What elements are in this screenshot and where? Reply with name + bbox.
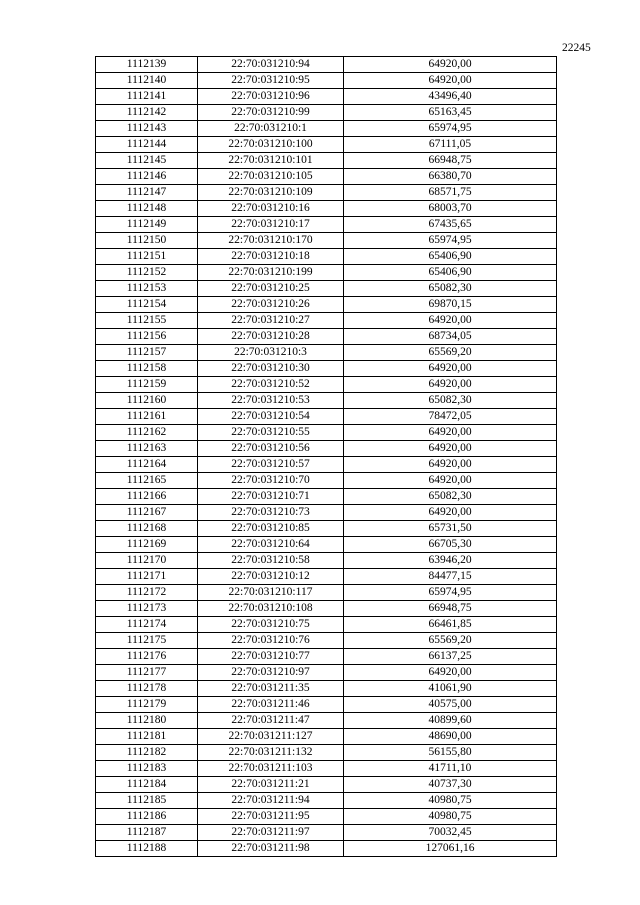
- cadastral-number-cell: 22:70:031211:98: [198, 841, 344, 857]
- value-cell: 78472,05: [344, 409, 557, 425]
- cadastral-number-cell: 22:70:031210:57: [198, 457, 344, 473]
- value-cell: 70032,45: [344, 825, 557, 841]
- row-number-cell: 1112140: [96, 73, 198, 89]
- value-cell: 65406,90: [344, 249, 557, 265]
- cadastral-number-cell: 22:70:031211:35: [198, 681, 344, 697]
- table-row: [96, 297, 557, 313]
- row-number-cell: 1112179: [96, 697, 198, 713]
- value-cell: 64920,00: [344, 57, 557, 73]
- table-row: [96, 249, 557, 265]
- table-row: [96, 281, 557, 297]
- cadastral-number-cell: 22:70:031210:17: [198, 217, 344, 233]
- cadastral-number-cell: 22:70:031211:47: [198, 713, 344, 729]
- cadastral-number-cell: 22:70:031210:100: [198, 137, 344, 153]
- cadastral-number-cell: 22:70:031210:28: [198, 329, 344, 345]
- cadastral-number-cell: 22:70:031210:16: [198, 201, 344, 217]
- cadastral-number-cell: 22:70:031210:96: [198, 89, 344, 105]
- row-number-cell: 1112166: [96, 489, 198, 505]
- table-row: [96, 809, 557, 825]
- cadastral-value-table: [95, 56, 557, 857]
- value-cell: 64920,00: [344, 473, 557, 489]
- table-row: [96, 585, 557, 601]
- table-row: [96, 521, 557, 537]
- row-number-cell: 1112165: [96, 473, 198, 489]
- table-row: [96, 57, 557, 73]
- value-cell: 67435,65: [344, 217, 557, 233]
- value-cell: 43496,40: [344, 89, 557, 105]
- row-number-cell: 1112186: [96, 809, 198, 825]
- table-row: [96, 697, 557, 713]
- value-cell: 65731,50: [344, 521, 557, 537]
- row-number-cell: 1112185: [96, 793, 198, 809]
- table-row: [96, 393, 557, 409]
- table-row: [96, 441, 557, 457]
- row-number-cell: 1112183: [96, 761, 198, 777]
- row-number-cell: 1112157: [96, 345, 198, 361]
- cadastral-number-cell: 22:70:031210:54: [198, 409, 344, 425]
- table-row: [96, 601, 557, 617]
- value-cell: 66705,30: [344, 537, 557, 553]
- value-cell: 65082,30: [344, 281, 557, 297]
- row-number-cell: 1112155: [96, 313, 198, 329]
- cadastral-number-cell: 22:70:031211:103: [198, 761, 344, 777]
- row-number-cell: 1112144: [96, 137, 198, 153]
- row-number-cell: 1112188: [96, 841, 198, 857]
- table-row: [96, 777, 557, 793]
- row-number-cell: 1112158: [96, 361, 198, 377]
- cadastral-number-cell: 22:70:031210:52: [198, 377, 344, 393]
- value-cell: 65163,45: [344, 105, 557, 121]
- cadastral-number-cell: 22:70:031210:76: [198, 633, 344, 649]
- cadastral-number-cell: 22:70:031211:127: [198, 729, 344, 745]
- value-cell: 66137,25: [344, 649, 557, 665]
- value-cell: 41711,10: [344, 761, 557, 777]
- value-cell: 64920,00: [344, 313, 557, 329]
- cadastral-number-cell: 22:70:031210:105: [198, 169, 344, 185]
- cadastral-number-cell: 22:70:031210:97: [198, 665, 344, 681]
- row-number-cell: 1112169: [96, 537, 198, 553]
- value-cell: 40575,00: [344, 697, 557, 713]
- cadastral-number-cell: 22:70:031210:109: [198, 185, 344, 201]
- cadastral-number-cell: 22:70:031210:95: [198, 73, 344, 89]
- cadastral-number-cell: 22:70:031210:85: [198, 521, 344, 537]
- table-row: [96, 729, 557, 745]
- table-row: [96, 825, 557, 841]
- row-number-cell: 1112153: [96, 281, 198, 297]
- value-cell: 64920,00: [344, 425, 557, 441]
- value-cell: 68571,75: [344, 185, 557, 201]
- value-cell: 64920,00: [344, 457, 557, 473]
- value-cell: 65569,20: [344, 633, 557, 649]
- table-row: [96, 185, 557, 201]
- row-number-cell: 1112184: [96, 777, 198, 793]
- row-number-cell: 1112176: [96, 649, 198, 665]
- value-cell: 40899,60: [344, 713, 557, 729]
- table-row: [96, 841, 557, 857]
- cadastral-number-cell: 22:70:031210:71: [198, 489, 344, 505]
- cadastral-number-cell: 22:70:031210:64: [198, 537, 344, 553]
- value-cell: 56155,80: [344, 745, 557, 761]
- cadastral-number-cell: 22:70:031211:97: [198, 825, 344, 841]
- row-number-cell: 1112174: [96, 617, 198, 633]
- table-row: [96, 505, 557, 521]
- cadastral-number-cell: 22:70:031210:25: [198, 281, 344, 297]
- table-row: [96, 745, 557, 761]
- value-cell: 65569,20: [344, 345, 557, 361]
- cadastral-number-cell: 22:70:031210:70: [198, 473, 344, 489]
- value-cell: 40980,75: [344, 793, 557, 809]
- value-cell: 66461,85: [344, 617, 557, 633]
- cadastral-number-cell: 22:70:031210:55: [198, 425, 344, 441]
- value-cell: 65406,90: [344, 265, 557, 281]
- table-row: [96, 345, 557, 361]
- row-number-cell: 1112178: [96, 681, 198, 697]
- cadastral-number-cell: 22:70:031210:1: [198, 121, 344, 137]
- row-number-cell: 1112180: [96, 713, 198, 729]
- row-number-cell: 1112146: [96, 169, 198, 185]
- table-row: [96, 361, 557, 377]
- table-row: [96, 681, 557, 697]
- table-row: [96, 761, 557, 777]
- value-cell: 69870,15: [344, 297, 557, 313]
- row-number-cell: 1112150: [96, 233, 198, 249]
- table-row: [96, 233, 557, 249]
- value-cell: 40980,75: [344, 809, 557, 825]
- table-row: [96, 153, 557, 169]
- row-number-cell: 1112181: [96, 729, 198, 745]
- row-number-cell: 1112173: [96, 601, 198, 617]
- cadastral-number-cell: 22:70:031211:21: [198, 777, 344, 793]
- row-number-cell: 1112170: [96, 553, 198, 569]
- row-number-cell: 1112148: [96, 201, 198, 217]
- value-cell: 48690,00: [344, 729, 557, 745]
- table-row: [96, 569, 557, 585]
- table-row: [96, 553, 557, 569]
- value-cell: 63946,20: [344, 553, 557, 569]
- table-row: [96, 713, 557, 729]
- row-number-cell: 1112172: [96, 585, 198, 601]
- cadastral-number-cell: 22:70:031210:199: [198, 265, 344, 281]
- cadastral-number-cell: 22:70:031210:99: [198, 105, 344, 121]
- row-number-cell: 1112160: [96, 393, 198, 409]
- row-number-cell: 1112168: [96, 521, 198, 537]
- value-cell: 64920,00: [344, 441, 557, 457]
- cadastral-number-cell: 22:70:031210:108: [198, 601, 344, 617]
- table-row: [96, 265, 557, 281]
- table-row: [96, 409, 557, 425]
- cadastral-number-cell: 22:70:031210:26: [198, 297, 344, 313]
- row-number-cell: 1112151: [96, 249, 198, 265]
- value-cell: 65974,95: [344, 585, 557, 601]
- table-row: [96, 121, 557, 137]
- table-row: [96, 313, 557, 329]
- cadastral-number-cell: 22:70:031210:3: [198, 345, 344, 361]
- row-number-cell: 1112145: [96, 153, 198, 169]
- value-cell: 68734,05: [344, 329, 557, 345]
- table-row: [96, 425, 557, 441]
- row-number-cell: 1112187: [96, 825, 198, 841]
- cadastral-number-cell: 22:70:031210:101: [198, 153, 344, 169]
- value-cell: 64920,00: [344, 505, 557, 521]
- table-row: [96, 137, 557, 153]
- row-number-cell: 1112177: [96, 665, 198, 681]
- table-row: [96, 329, 557, 345]
- cadastral-number-cell: 22:70:031211:95: [198, 809, 344, 825]
- table-row: [96, 633, 557, 649]
- cadastral-number-cell: 22:70:031210:75: [198, 617, 344, 633]
- row-number-cell: 1112167: [96, 505, 198, 521]
- value-cell: 127061,16: [344, 841, 557, 857]
- table-body: [96, 57, 557, 857]
- row-number-cell: 1112149: [96, 217, 198, 233]
- row-number-cell: 1112162: [96, 425, 198, 441]
- table-row: [96, 201, 557, 217]
- table-row: [96, 793, 557, 809]
- cadastral-number-cell: 22:70:031211:132: [198, 745, 344, 761]
- cadastral-number-cell: 22:70:031210:12: [198, 569, 344, 585]
- row-number-cell: 1112175: [96, 633, 198, 649]
- table-row: [96, 377, 557, 393]
- value-cell: 66380,70: [344, 169, 557, 185]
- row-number-cell: 1112139: [96, 57, 198, 73]
- table-row: [96, 665, 557, 681]
- cadastral-number-cell: 22:70:031210:30: [198, 361, 344, 377]
- cadastral-number-cell: 22:70:031210:27: [198, 313, 344, 329]
- table-row: [96, 89, 557, 105]
- cadastral-number-cell: 22:70:031211:94: [198, 793, 344, 809]
- table-row: [96, 73, 557, 89]
- row-number-cell: 1112159: [96, 377, 198, 393]
- value-cell: 66948,75: [344, 153, 557, 169]
- table-row: [96, 489, 557, 505]
- value-cell: 64920,00: [344, 361, 557, 377]
- table-row: [96, 473, 557, 489]
- table-row: [96, 537, 557, 553]
- row-number-cell: 1112154: [96, 297, 198, 313]
- table-row: [96, 457, 557, 473]
- cadastral-number-cell: 22:70:031210:117: [198, 585, 344, 601]
- table-row: [96, 217, 557, 233]
- cadastral-number-cell: 22:70:031210:56: [198, 441, 344, 457]
- row-number-cell: 1112171: [96, 569, 198, 585]
- cadastral-number-cell: 22:70:031210:170: [198, 233, 344, 249]
- value-cell: 64920,00: [344, 377, 557, 393]
- cadastral-number-cell: 22:70:031210:58: [198, 553, 344, 569]
- cadastral-number-cell: 22:70:031210:73: [198, 505, 344, 521]
- row-number-cell: 1112164: [96, 457, 198, 473]
- value-cell: 65082,30: [344, 489, 557, 505]
- row-number-cell: 1112163: [96, 441, 198, 457]
- value-cell: 65082,30: [344, 393, 557, 409]
- row-number-cell: 1112147: [96, 185, 198, 201]
- row-number-cell: 1112152: [96, 265, 198, 281]
- cadastral-number-cell: 22:70:031210:94: [198, 57, 344, 73]
- table-row: [96, 169, 557, 185]
- value-cell: 68003,70: [344, 201, 557, 217]
- page-number: 22245: [562, 42, 591, 54]
- value-cell: 64920,00: [344, 665, 557, 681]
- value-cell: 65974,95: [344, 233, 557, 249]
- row-number-cell: 1112142: [96, 105, 198, 121]
- value-cell: 41061,90: [344, 681, 557, 697]
- cadastral-number-cell: 22:70:031210:18: [198, 249, 344, 265]
- row-number-cell: 1112141: [96, 89, 198, 105]
- cadastral-number-cell: 22:70:031210:77: [198, 649, 344, 665]
- table-row: [96, 105, 557, 121]
- row-number-cell: 1112143: [96, 121, 198, 137]
- cadastral-number-cell: 22:70:031211:46: [198, 697, 344, 713]
- value-cell: 65974,95: [344, 121, 557, 137]
- value-cell: 67111,05: [344, 137, 557, 153]
- value-cell: 84477,15: [344, 569, 557, 585]
- value-cell: 66948,75: [344, 601, 557, 617]
- cadastral-number-cell: 22:70:031210:53: [198, 393, 344, 409]
- row-number-cell: 1112156: [96, 329, 198, 345]
- value-cell: 64920,00: [344, 73, 557, 89]
- row-number-cell: 1112161: [96, 409, 198, 425]
- table-row: [96, 617, 557, 633]
- table-row: [96, 649, 557, 665]
- row-number-cell: 1112182: [96, 745, 198, 761]
- value-cell: 40737,30: [344, 777, 557, 793]
